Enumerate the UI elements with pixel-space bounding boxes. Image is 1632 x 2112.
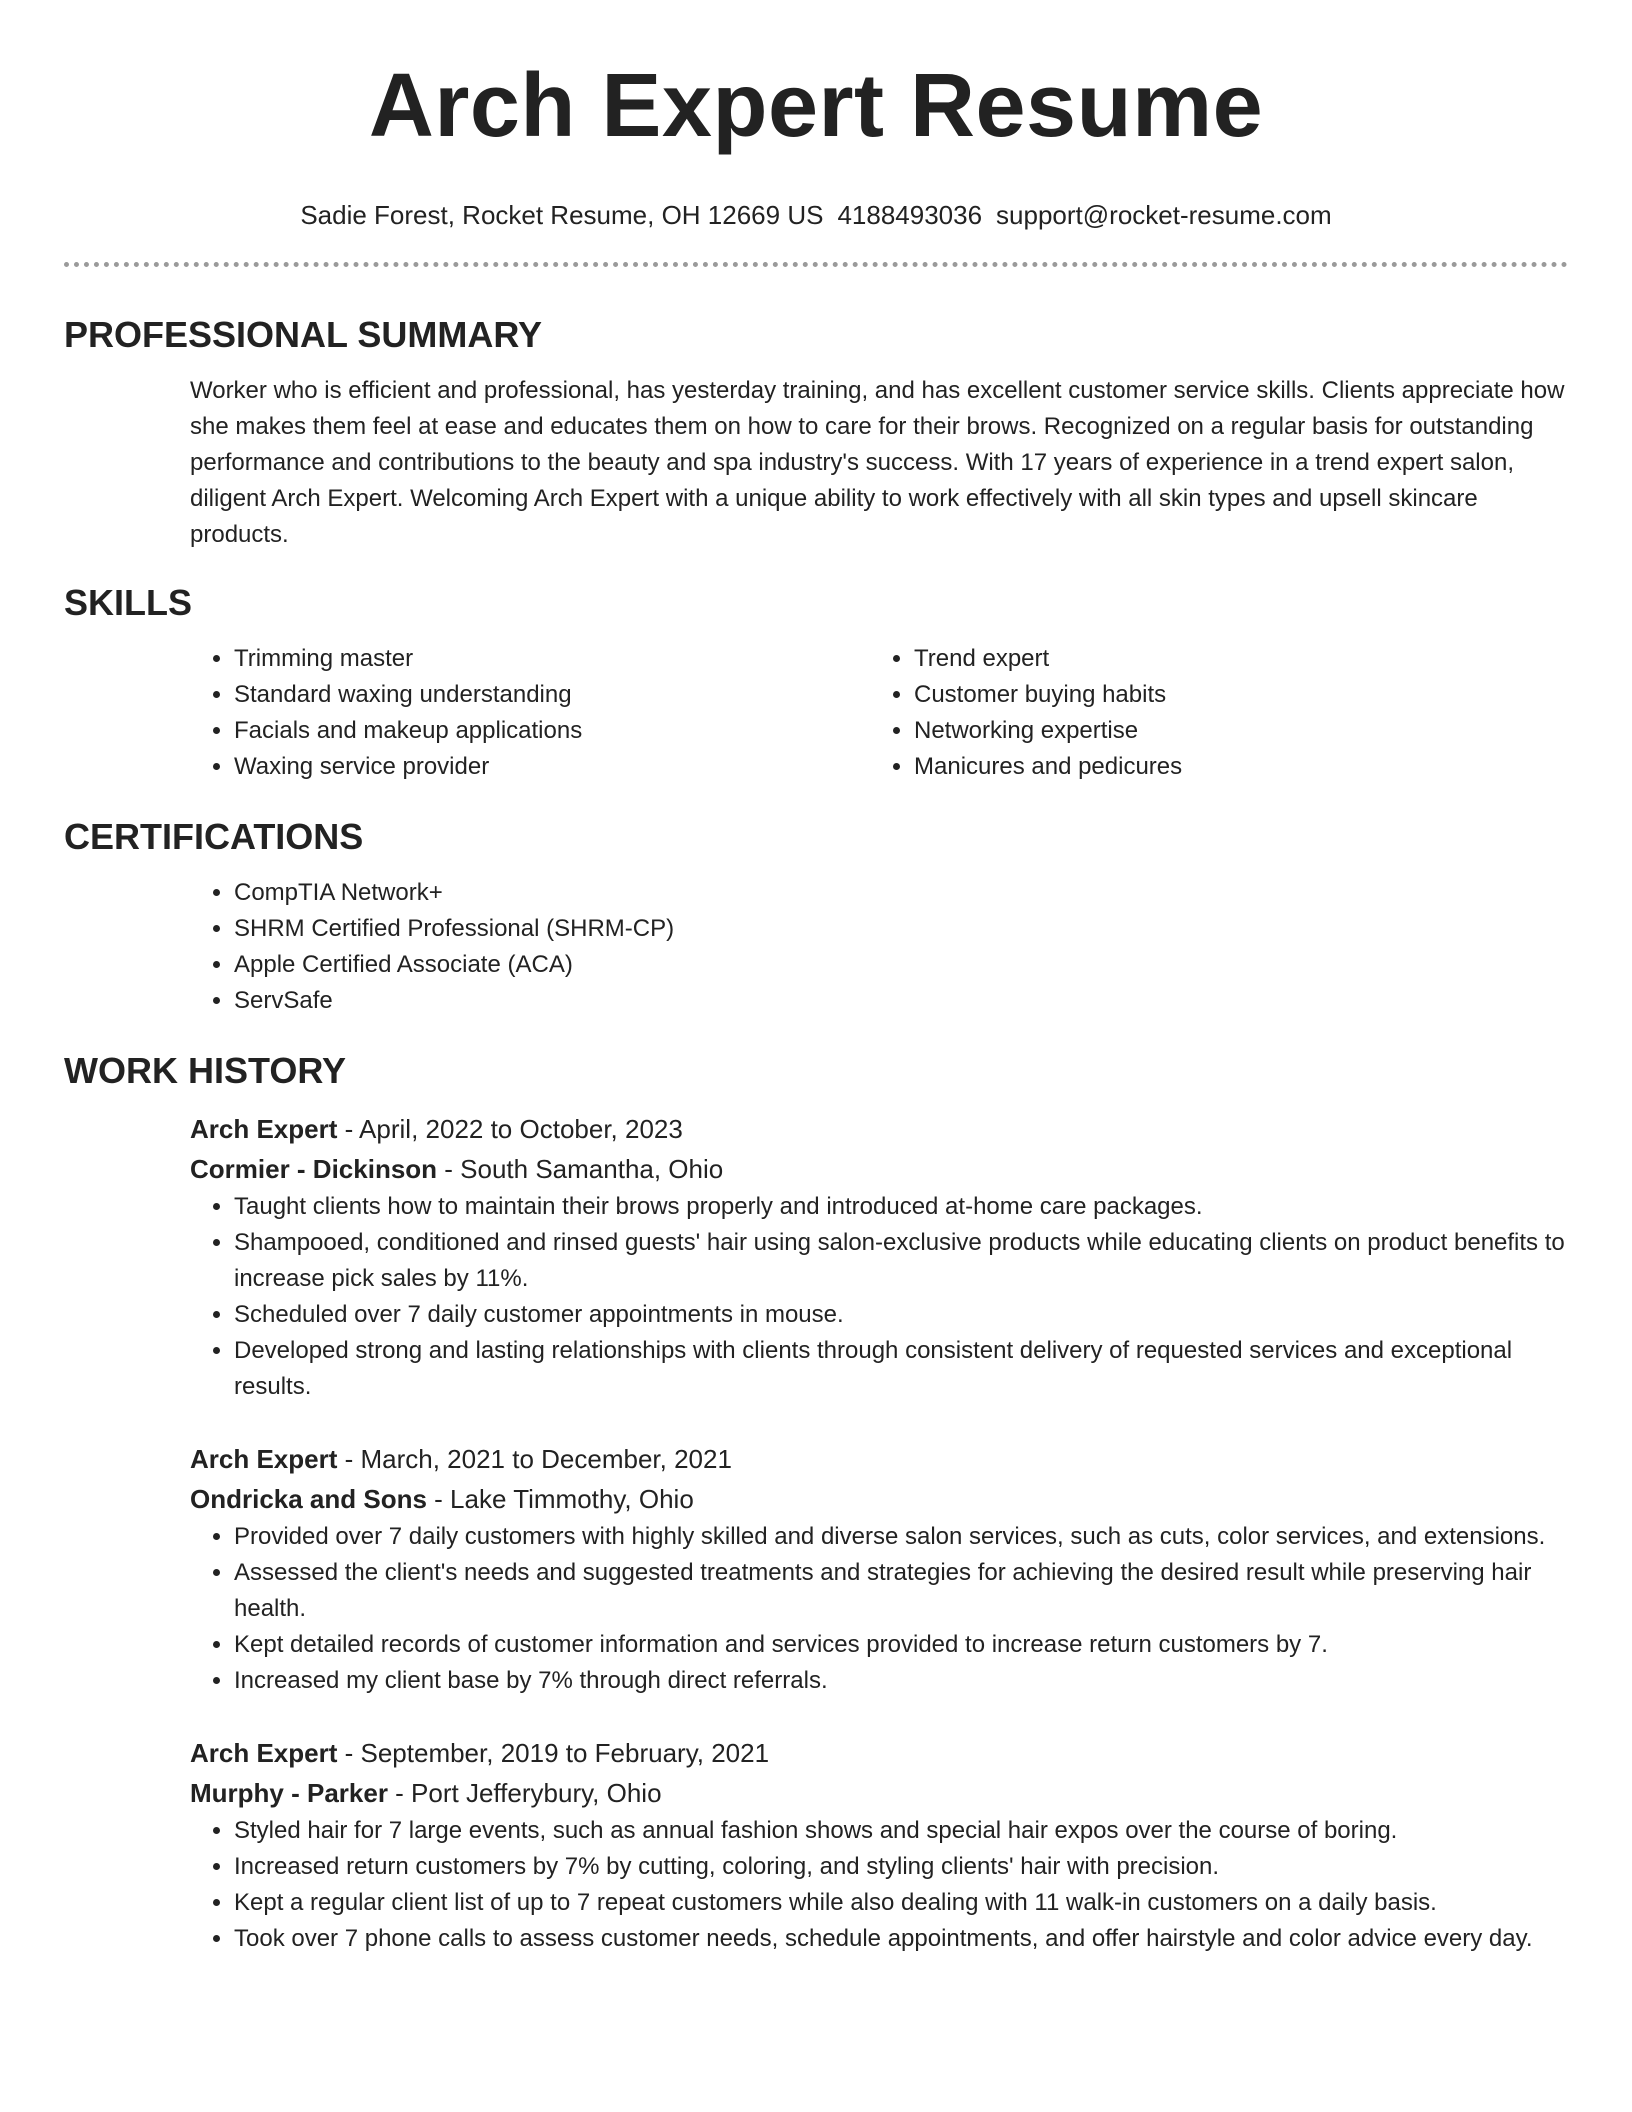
job-bullet: • Assessed the client's needs and suggested treatments and strategies for achieving the desired result while preserving hair health. [234,1555,1568,1627]
job-bullet: • Kept a regular client list of up to 7 repeat customers while also dealing with 11 walk-in customers on a daily basis. [234,1885,1568,1921]
job-entry [190,1109,1568,1405]
contact-address: Sadie Forest, Rocket Resume, OH 12669 US [300,200,824,230]
job-entry [190,1733,1568,1957]
job-bullet: • Taught clients how to maintain their brows properly and introduced at-home care packages. [234,1189,1568,1225]
job-location: - Lake Timmothy, Ohio [426,1484,694,1514]
certification-item: • ServSafe [234,983,1568,1019]
job-location: - South Samantha, Ohio [437,1154,724,1184]
certifications-list [190,875,1568,1019]
job-title: Arch Expert [190,1114,338,1144]
job-bullet: • Took over 7 phone calls to assess customer needs, schedule appointments, and offer hairstyle and color advice every day. [234,1921,1568,1957]
skill-item: • Waxing service provider [234,749,870,785]
certifications-list-wrap [190,875,1568,1019]
job-dates: - September, 2019 to February, 2021 [337,1738,770,1768]
job-bullets [190,1189,1568,1405]
job-bullets [190,1519,1568,1699]
skill-item: • Networking expertise [914,713,1550,749]
job-bullet: • Developed strong and lasting relationships with clients through consistent delivery of requested services and exceptional results. [234,1333,1568,1405]
job-title-line [190,1109,1568,1149]
skills-list-right [870,641,1550,785]
certification-item: • SHRM Certified Professional (SHRM-CP) [234,911,1568,947]
work-history-section [64,1049,1568,1957]
job-bullet: • Shampooed, conditioned and rinsed guests' hair using salon-exclusive products while educating clients on product benefits to increase pick sales by 11%. [234,1225,1568,1297]
job-company: Cormier - Dickinson [190,1154,438,1184]
job-entry [190,1439,1568,1699]
certification-item: • CompTIA Network+ [234,875,1568,911]
job-bullet: • Increased my client base by 7% through direct referrals. [234,1663,1568,1699]
skill-item: • Customer buying habits [914,677,1550,713]
job-bullet: • Styled hair for 7 large events, such as annual fashion shows and special hair expos over the course of boring. [234,1813,1568,1849]
job-company-line [190,1479,1568,1519]
skills-section [64,581,1568,785]
skill-item: • Manicures and pedicures [914,749,1550,785]
certifications-heading: CERTIFICATIONS [64,816,364,857]
job-title: Arch Expert [190,1738,338,1768]
job-bullet: • Scheduled over 7 daily customer appointments in mouse. [234,1297,1568,1333]
job-location: - Port Jefferybury, Ohio [387,1778,662,1808]
certifications-section [64,815,1568,1019]
job-title-line [190,1439,1568,1479]
skill-item: • Trimming master [234,641,870,677]
job-company: Murphy - Parker [190,1778,388,1808]
summary-text: Worker who is efficient and professional, has yesterday training, and has excellent customer service skills. Clients appreciate how she makes them feel at ease and educates them on how to care for their brows. Recognized on a regular basis for outstanding performance and contributions to the beauty and spa industry's success. With 17 years of experience in a trend expert salon, diligent Arch Expert. Welcoming Arch Expert with a unique ability to work effectively with all skin types and upsell skincare products. [190,377,1565,548]
job-company: Ondricka and Sons [190,1484,427,1514]
job-dates: - March, 2021 to December, 2021 [337,1444,732,1474]
job-company-line [190,1773,1568,1813]
job-title: Arch Expert [190,1444,338,1474]
skills-list-left [190,641,870,785]
summary-heading: PROFESSIONAL SUMMARY [64,314,543,355]
job-dates: - April, 2022 to October, 2023 [337,1114,683,1144]
skills-grid [190,641,1568,785]
contact-email: support@rocket-resume.com [996,200,1332,230]
resume-title: Arch Expert Resume [368,56,1264,156]
work-history-heading: WORK HISTORY [64,1050,347,1091]
skill-item: • Trend expert [914,641,1550,677]
skill-item: • Facials and makeup applications [234,713,870,749]
contact-phone: 4188493036 [837,200,983,230]
job-bullet: • Provided over 7 daily customers with highly skilled and diverse salon services, such as cuts, color services, and extensions. [234,1519,1568,1555]
job-company-line [190,1149,1568,1189]
skills-heading: SKILLS [64,582,193,623]
job-bullet: • Increased return customers by 7% by cutting, coloring, and styling clients' hair with precision. [234,1849,1568,1885]
job-title-line [190,1733,1568,1773]
job-bullet: • Kept detailed records of customer information and services provided to increase return customers by 7. [234,1627,1568,1663]
skills-column-left [190,641,870,785]
skill-item: • Standard waxing understanding [234,677,870,713]
contact-line [64,198,1568,232]
certification-item: • Apple Certified Associate (ACA) [234,947,1568,983]
skills-column-right [870,641,1550,785]
summary-section [64,313,1568,553]
job-bullets [190,1813,1568,1957]
header-divider [64,262,1568,267]
